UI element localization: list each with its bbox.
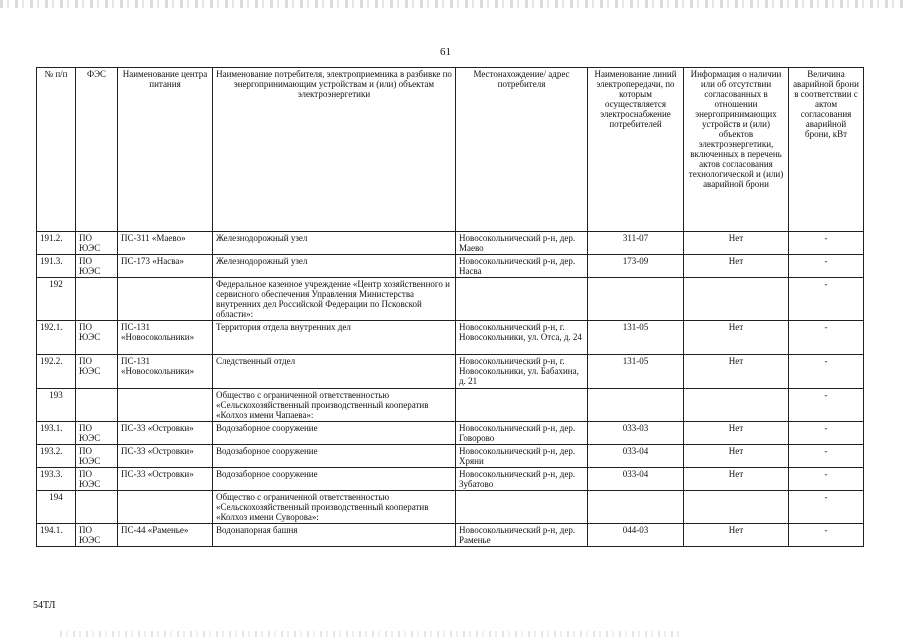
cell-consumer: Железнодорожный узел <box>213 255 456 278</box>
cell-location: Новосокольнический р-н, дер. Насва <box>456 255 588 278</box>
cell-location <box>456 491 588 524</box>
cell-fes <box>76 278 118 321</box>
cell-location: Новосокольнический р-н, дер. Хряни <box>456 445 588 468</box>
cell-reserve: - <box>789 321 864 355</box>
cell-center: ПС-311 «Маево» <box>118 232 213 255</box>
cell-location: Новосокольнический р-н, г. Новосокольники, ул. Отса, д. 24 <box>456 321 588 355</box>
table-row <box>37 524 864 547</box>
header-lines: Наименование линий электропередачи, по которым осуществляется электроснабжение потребителей <box>588 68 684 232</box>
cell-line: 131-05 <box>588 321 684 355</box>
cell-fes: ПО ЮЭС <box>76 321 118 355</box>
cell-info: Нет <box>684 355 789 389</box>
cell-reserve: - <box>789 355 864 389</box>
header-fes: ФЭС <box>76 68 118 232</box>
cell-info: Нет <box>684 422 789 445</box>
cell-consumer: Общество с ограниченной ответственностью «Сельскохозяйственный производственный кооператив «Колхоз имени Суворова»: <box>213 491 456 524</box>
cell-location <box>456 389 588 422</box>
cell-line: 033-04 <box>588 445 684 468</box>
cell-info: Нет <box>684 524 789 547</box>
cell-consumer: Железнодорожный узел <box>213 232 456 255</box>
cell-line: 173-09 <box>588 255 684 278</box>
cell-line <box>588 278 684 321</box>
cell-reserve: - <box>789 232 864 255</box>
cell-info <box>684 491 789 524</box>
cell-center: ПС-33 «Островки» <box>118 422 213 445</box>
cell-reserve: - <box>789 445 864 468</box>
cell-num: 191.2. <box>37 232 76 255</box>
cell-fes: ПО ЮЭС <box>76 232 118 255</box>
cell-consumer: Следственный отдел <box>213 355 456 389</box>
cell-info: Нет <box>684 321 789 355</box>
cell-location: Новосокольнический р-н, дер. Маево <box>456 232 588 255</box>
cell-line <box>588 491 684 524</box>
cell-center: ПС-131 «Новосокольники» <box>118 321 213 355</box>
cell-info <box>684 278 789 321</box>
table-row <box>37 321 864 355</box>
cell-reserve: - <box>789 278 864 321</box>
cell-location: Новосокольнический р-н, дер. Раменье <box>456 524 588 547</box>
cell-consumer: Водозаборное сооружение <box>213 445 456 468</box>
header-info: Информация о наличии или об отсутствии согласованных в отношении энергопринимающих устройств и (или) объектов электроэнергетики, включенных в перечень актов согласования технологической и (или) аварийной брони <box>684 68 789 232</box>
table-row <box>37 468 864 491</box>
cell-fes <box>76 389 118 422</box>
table-row <box>37 422 864 445</box>
cell-line: 033-04 <box>588 468 684 491</box>
reserve-table <box>36 67 864 547</box>
cell-info <box>684 389 789 422</box>
table-row <box>37 232 864 255</box>
cell-location: Новосокольнический р-н, дер. Зубатово <box>456 468 588 491</box>
cell-reserve: - <box>789 524 864 547</box>
cell-center: ПС-173 «Насва» <box>118 255 213 278</box>
header-location: Местонахождение/ адрес потребителя <box>456 68 588 232</box>
cell-num: 192 <box>37 278 76 321</box>
header-reserve: Величина аварийной брони в соответствии с актом согласования аварийной брони, кВт <box>789 68 864 232</box>
cell-num: 193 <box>37 389 76 422</box>
table-row <box>37 278 864 321</box>
cell-fes: ПО ЮЭС <box>76 468 118 491</box>
header-consumer: Наименование потребителя, электроприемника в разбивке по энергопринимающим устройствам и (или) объектам электроэнергетики <box>213 68 456 232</box>
cell-location: Новосокольнический р-н, г. Новосокольники, ул. Бабахина, д. 21 <box>456 355 588 389</box>
cell-center: ПС-33 «Островки» <box>118 468 213 491</box>
cell-fes <box>76 491 118 524</box>
cell-num: 193.1. <box>37 422 76 445</box>
cell-consumer: Территория отдела внутренних дел <box>213 321 456 355</box>
table-row <box>37 255 864 278</box>
cell-info: Нет <box>684 255 789 278</box>
cell-num: 192.2. <box>37 355 76 389</box>
cell-reserve: - <box>789 468 864 491</box>
cell-line: 033-03 <box>588 422 684 445</box>
table-row <box>37 491 864 524</box>
cell-info: Нет <box>684 445 789 468</box>
table-row <box>37 389 864 422</box>
cell-center: ПС-131 «Новосокольники» <box>118 355 213 389</box>
cell-consumer: Водозаборное сооружение <box>213 422 456 445</box>
cell-consumer: Водонапорная башня <box>213 524 456 547</box>
cell-center: ПС-44 «Раменье» <box>118 524 213 547</box>
cell-num: 192.1. <box>37 321 76 355</box>
cell-fes: ПО ЮЭС <box>76 524 118 547</box>
footer-code: 54ТЛ <box>33 600 56 611</box>
cell-info: Нет <box>684 232 789 255</box>
cell-line <box>588 389 684 422</box>
cell-reserve: - <box>789 422 864 445</box>
cell-fes: ПО ЮЭС <box>76 422 118 445</box>
cell-location: Новосокольнический р-н, дер. Говорово <box>456 422 588 445</box>
cell-num: 194.1. <box>37 524 76 547</box>
cell-reserve: - <box>789 255 864 278</box>
cell-line: 044-03 <box>588 524 684 547</box>
scan-artifact-bottom <box>60 631 680 637</box>
page-number: 61 <box>440 46 451 58</box>
header-row <box>37 68 864 232</box>
table-row <box>37 445 864 468</box>
cell-num: 193.3. <box>37 468 76 491</box>
cell-fes: ПО ЮЭС <box>76 445 118 468</box>
cell-reserve: - <box>789 389 864 422</box>
cell-fes: ПО ЮЭС <box>76 255 118 278</box>
cell-center: ПС-33 «Островки» <box>118 445 213 468</box>
cell-line: 131-05 <box>588 355 684 389</box>
cell-line: 311-07 <box>588 232 684 255</box>
cell-reserve: - <box>789 491 864 524</box>
cell-consumer: Федеральное казенное учреждение «Центр хозяйственного и сервисного обеспечения Управления Министерства внутренних дел Российской Федерации по Псковской области»: <box>213 278 456 321</box>
cell-info: Нет <box>684 468 789 491</box>
cell-num: 194 <box>37 491 76 524</box>
cell-num: 193.2. <box>37 445 76 468</box>
cell-center <box>118 278 213 321</box>
scan-artifact-top <box>0 0 905 8</box>
cell-consumer: Водозаборное сооружение <box>213 468 456 491</box>
cell-consumer: Общество с ограниченной ответственностью «Сельскохозяйственный производственный кооператив «Колхоз имени Чапаева»: <box>213 389 456 422</box>
table-row <box>37 355 864 389</box>
cell-center <box>118 491 213 524</box>
cell-num: 191.3. <box>37 255 76 278</box>
header-num: № п/п <box>37 68 76 232</box>
header-center: Наименование центра питания <box>118 68 213 232</box>
cell-location <box>456 278 588 321</box>
cell-center <box>118 389 213 422</box>
cell-fes: ПО ЮЭС <box>76 355 118 389</box>
